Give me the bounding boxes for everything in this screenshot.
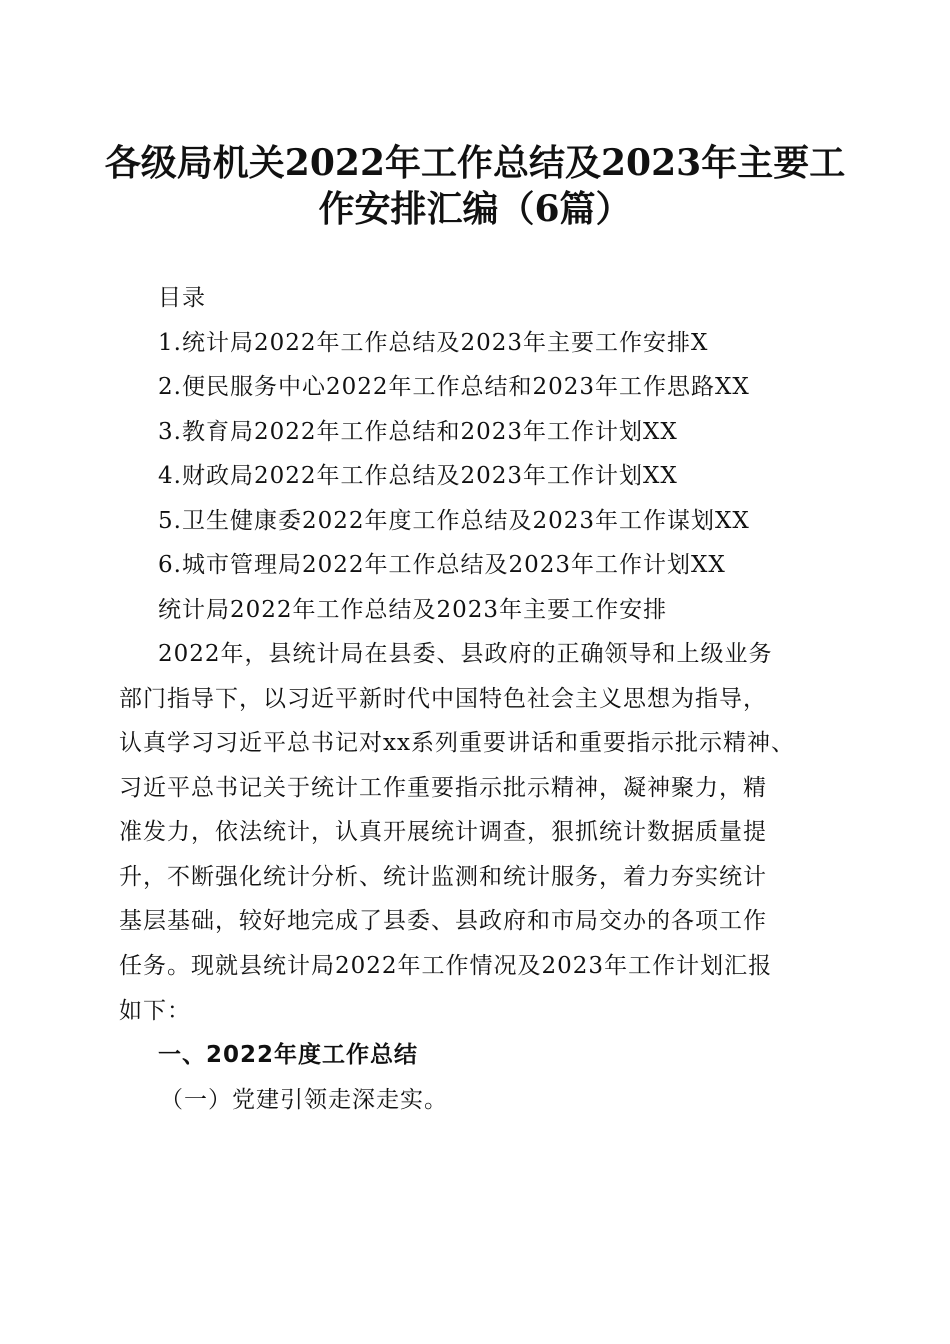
document-title-line-1: 各级局机关2022年工作总结及2023年主要工 <box>104 142 846 184</box>
paragraph-line: 部门指导下，以习近平新时代中国特色社会主义思想为指导， <box>119 686 767 712</box>
paragraph-line: 认真学习习近平总书记对xx系列重要讲话和重要指示批示精神、 <box>119 730 795 756</box>
paragraph-line: 如下： <box>119 998 191 1024</box>
paragraph-line: 准发力，依法统计，认真开展统计调查，狠抓统计数据质量提 <box>119 819 767 845</box>
toc-item-4: 4.财政局2022年工作总结及2023年工作计划XX <box>158 463 678 489</box>
toc-item-6: 6.城市管理局2022年工作总结及2023年工作计划XX <box>158 552 726 578</box>
heading-annual-summary: 一、2022年度工作总结 <box>158 1042 419 1068</box>
paragraph-line: 升，不断强化统计分析、统计监测和统计服务，着力夯实统计 <box>119 864 767 890</box>
document-title-line-2: 作安排汇编（6篇） <box>318 188 632 230</box>
section-title: 统计局2022年工作总结及2023年主要工作安排 <box>158 597 668 623</box>
paragraph-line: 2022年，县统计局在县委、县政府的正确领导和上级业务 <box>158 641 773 667</box>
toc-item-3: 3.教育局2022年工作总结和2023年工作计划XX <box>158 419 678 445</box>
toc-item-5: 5.卫生健康委2022年度工作总结及2023年工作谋划XX <box>158 508 750 534</box>
toc-item-2: 2.便民服务中心2022年工作总结和2023年工作思路XX <box>158 374 750 400</box>
paragraph-line: 任务。现就县统计局2022年工作情况及2023年工作计划汇报 <box>119 953 773 979</box>
paragraph-line: 基层基础，较好地完成了县委、县政府和市局交办的各项工作 <box>119 908 767 934</box>
subheading-party-building: （一）党建引领走深走实。 <box>160 1087 448 1113</box>
paragraph-line: 习近平总书记关于统计工作重要指示批示精神，凝神聚力，精 <box>119 775 767 801</box>
toc-item-1: 1.统计局2022年工作总结及2023年主要工作安排X <box>158 330 709 356</box>
toc-heading: 目录 <box>158 285 206 311</box>
